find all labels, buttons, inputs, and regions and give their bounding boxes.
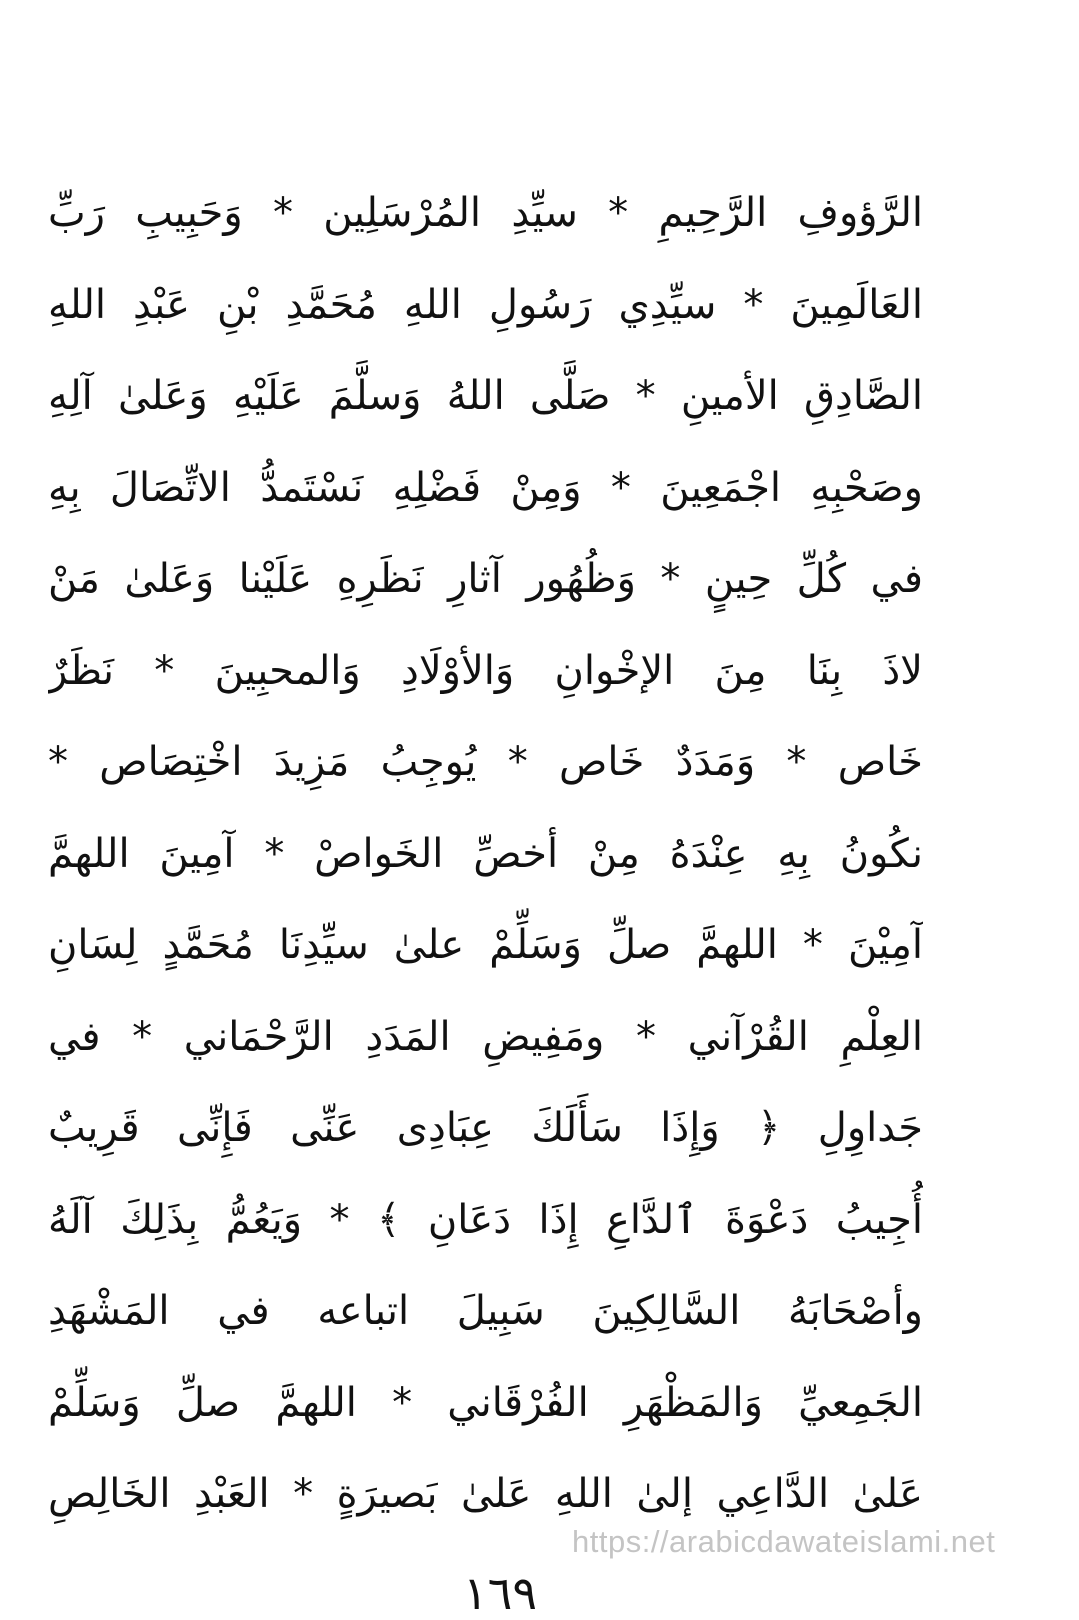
text-line-6: لاذَ بِنَا مِنَ الإخْوانِ وَالأوْلَادِ وَالمحبِينَ * نَظَرٌ xyxy=(48,647,923,694)
text-line-13: وأصْحَابَهُ السَّالِكِينَ سَبِيلَ اتباعه في المَشْهَدِ xyxy=(48,1288,923,1334)
text-line-14: الجَمِعيِّ وَالمَظْهَرِ الفُرْقَاني * اللهمَّ صلِّ وَسَلِّمْ xyxy=(48,1379,923,1426)
text-line-11: جَداوِلِ ﴿ وَإِذَا سَأَلَكَ عِبَادِى عَنِّى فَإِنِّى قَرِيبٌ xyxy=(48,1105,923,1151)
text-line-15: عَلىٰ الدَّاعِي إلىٰ اللهِ عَلىٰ بَصيرَةٍ * العَبْدِ الخَالِصِ xyxy=(48,1471,923,1517)
page-number: ١٦٩ xyxy=(462,1566,538,1620)
text-line-5: في كُلِّ حِينٍ * وَظُهُور آثارِ نَظَرِهِ عَلَيْنا وَعَلىٰ مَنْ xyxy=(48,556,923,602)
text-line-7: خَاص * وَمَدَدٌ خَاص * يُوجِبُ مَزِيدَ اخْتِصَاص * xyxy=(48,739,923,785)
text-line-3: الصَّادِقِ الأمينِ * صَلَّى اللهُ وَسلَّمَ عَلَيْهِ وَعَلىٰ آلِهِ xyxy=(48,373,923,419)
text-line-12: أُجِيبُ دَعْوَةَ ٱلدَّاعِ إِذَا دَعَانِ ﴾ * وَيَعُمُّ بِذَلِكَ آلَهُ xyxy=(48,1196,923,1243)
text-line-1: الرَّؤوفِ الرَّحِيمِ * سيِّدِ المُرْسَلِين * وَحَبِيبِ رَبِّ xyxy=(48,190,923,236)
text-line-9: آمِيْنَ * اللهمَّ صلِّ وَسَلِّمْ علىٰ سيِّدِنَا مُحَمَّدٍ لِسَانِ xyxy=(48,922,923,968)
source-watermark: https://arabicdawateislami.net xyxy=(572,1524,996,1559)
arabic-text-block xyxy=(48,168,923,1541)
text-line-4: وصَحْبِهِ اجْمَعِينَ * وَمِنْ فَضْلِهِ نَسْتَمدُّ الاتِّصَالَ بِهِ xyxy=(48,464,923,511)
text-line-10: العِلْمِ القُرْآني * ومَفِيضِ المَدَدِ الرَّحْمَاني * في xyxy=(48,1013,923,1060)
text-line-8: نكُونُ بِهِ عِنْدَهُ مِنْ أخصِّ الخَواصْ * آمِينَ اللهمَّ xyxy=(48,830,923,877)
text-line-2: العَالَمِينَ * سيِّدِي رَسُولِ اللهِ مُحَمَّدِ بْنِ عَبْدِ اللهِ xyxy=(48,281,923,328)
